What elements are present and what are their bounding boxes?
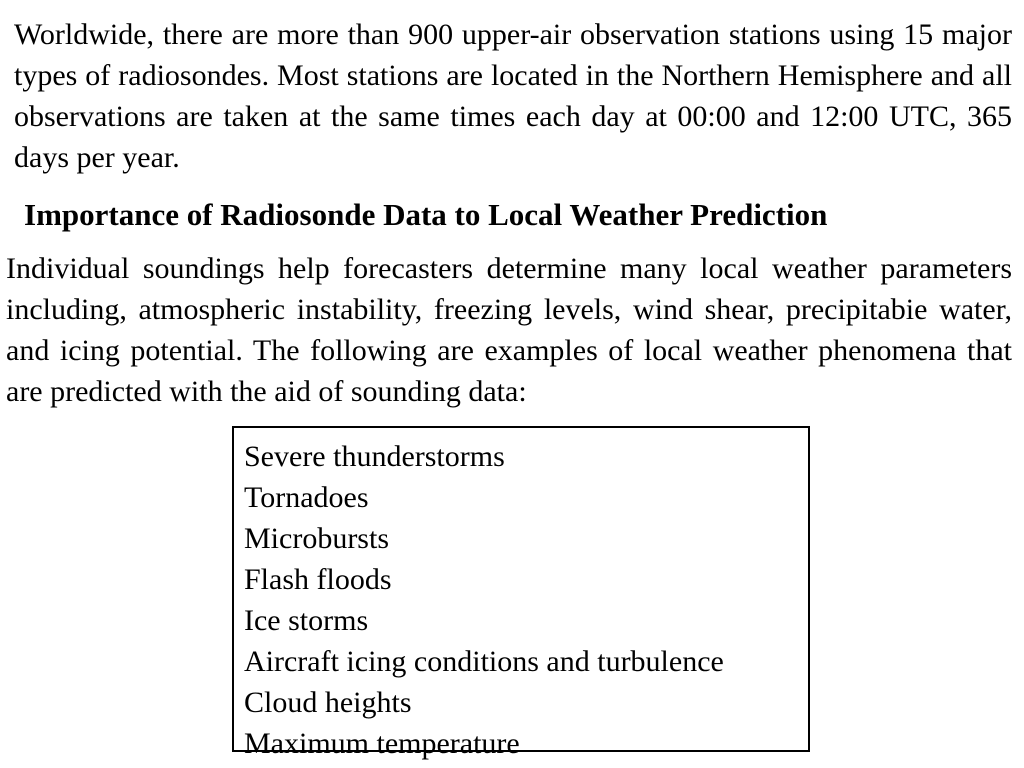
phenomena-list-box	[232, 426, 810, 760]
phenomena-list-item: Maximum temperature	[244, 727, 520, 760]
section-heading: Importance of Radiosonde Data to Local Weather Prediction	[24, 197, 828, 232]
phenomena-list-item: Microbursts	[244, 522, 389, 555]
body-paragraph: Individual soundings help forecasters determine many local weather parameters including, atmospheric instability, freezing levels, wind shear, precipitabie water, and icing potential. The following are examples of local weather phenomena that are predicted with the aid of sounding data:	[6, 252, 1012, 408]
intro-paragraph: Worldwide, there are more than 900 upper-air observation stations using 15 major types of radiosondes. Most stations are located in the Northern Hemisphere and all observations are taken at the same times each day at 00:00 and 12:00 UTC, 365 days per year.	[14, 18, 1012, 174]
phenomena-list-item: Aircraft icing conditions and turbulence	[244, 645, 724, 678]
phenomena-list-item: Tornadoes	[244, 481, 369, 514]
phenomena-list-item: Ice storms	[244, 604, 369, 637]
phenomena-list-item: Cloud heights	[244, 686, 412, 719]
phenomena-list-item: Flash floods	[244, 563, 392, 596]
phenomena-list-item: Severe thunderstorms	[244, 440, 505, 473]
